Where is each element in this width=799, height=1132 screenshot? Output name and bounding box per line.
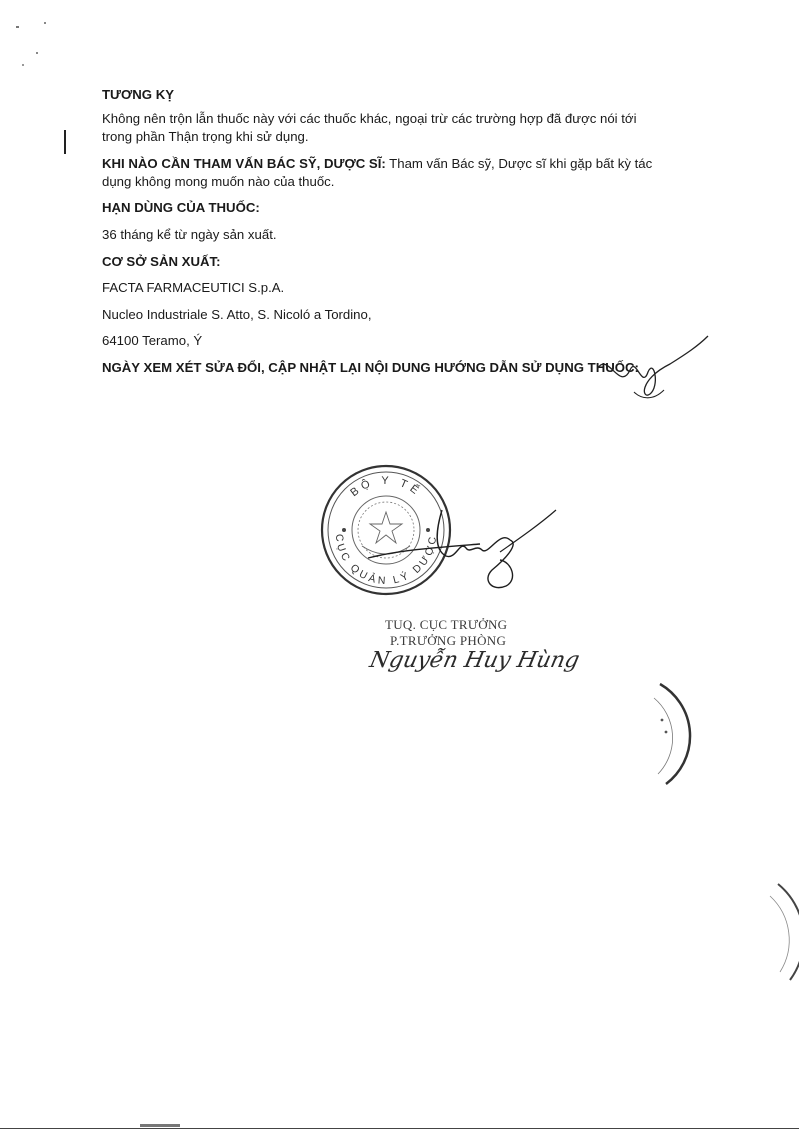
- stamp-bottom-text: CỤC QUẢN LÝ DƯỢC: [332, 533, 440, 588]
- tuong-ky-text-line1: Không nên trộn lẫn thuốc này với các thuốc khác, ngoại trừ các trường hợp đã được nói tới: [102, 111, 637, 126]
- consult-line2: dụng không mong muốn nào của thuốc.: [102, 174, 335, 189]
- bottom-scan-line: [0, 1128, 799, 1129]
- official-title-2: P.TRƯỞNG PHÒNG: [390, 633, 507, 648]
- edge-stamp-arc: [760, 880, 799, 990]
- manufacturer-address1: Nucleo Industriale S. Atto, S. Nicoló a Tordino,: [102, 307, 372, 322]
- scan-speck: [36, 52, 38, 54]
- consult-heading: KHI NÀO CẦN THAM VẤN BÁC SỸ, DƯỢC SĨ:: [102, 156, 386, 171]
- handwritten-signature: [360, 500, 560, 600]
- tuong-ky-heading: TƯƠNG KỴ: [102, 87, 175, 102]
- revision-heading: NGÀY XEM XÉT SỬA ĐỔI, CẬP NHẬT LẠI NỘI DUNG HƯỚNG DẪN SỬ DỤNG THUỐC:: [102, 360, 639, 375]
- consult-line1: [102, 155, 652, 173]
- manufacturer-name: FACTA FARMACEUTICI S.p.A.: [102, 280, 285, 295]
- margin-bar: [64, 130, 66, 154]
- scan-speck: [16, 26, 19, 28]
- scan-speck: [44, 22, 46, 24]
- manufacturer-heading: CƠ SỞ SẢN XUẤT:: [102, 254, 221, 269]
- bottom-scan-mark: [140, 1124, 180, 1127]
- official-title-1: TUQ. CỤC TRƯỞNG: [385, 617, 508, 632]
- initials-signature: [590, 330, 720, 410]
- consult-text: Tham vấn Bác sỹ, Dược sĩ khi gặp bất kỳ tác: [385, 156, 653, 171]
- signer-name: Nguyễn Huy Hùng: [367, 648, 582, 673]
- scan-speck: [22, 64, 24, 66]
- manufacturer-address2: 64100 Teramo, Ý: [102, 333, 203, 348]
- partial-stamp-arc: [640, 680, 700, 790]
- stamp-top-text: BỘ Y TẾ: [348, 474, 424, 500]
- tuong-ky-text-line2: trong phần Thận trọng khi sử dụng.: [102, 129, 309, 144]
- shelf-life-heading: HẠN DÙNG CỦA THUỐC:: [102, 200, 260, 215]
- shelf-life-text: 36 tháng kể từ ngày sản xuất.: [102, 227, 277, 242]
